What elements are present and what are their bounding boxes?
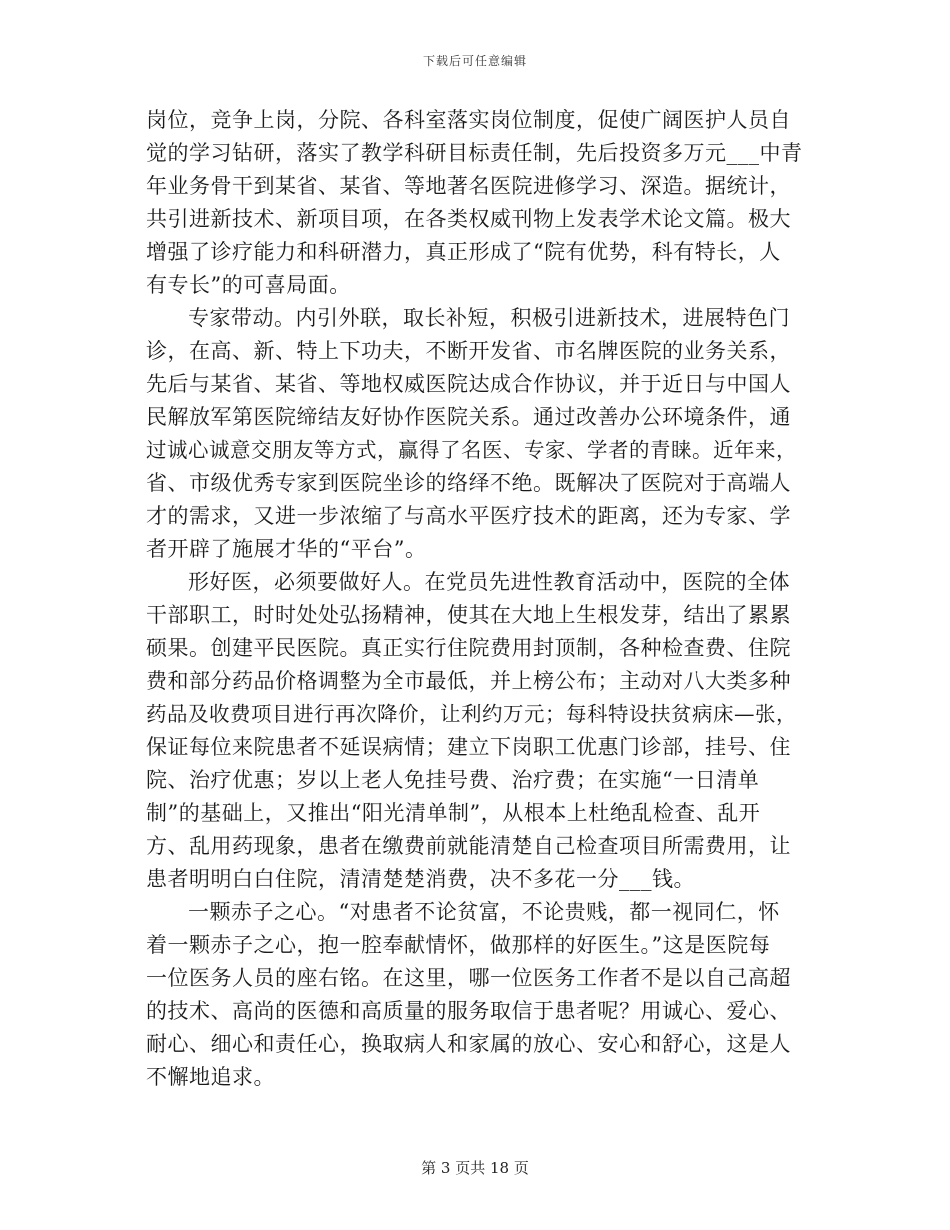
paragraph-first-line: 一颗赤子之心。“对患者不论贫富，不论贵贱，都一视同仁，怀: [188, 900, 780, 924]
text-line: 共引进新技术、新项目项，在各类权威刊物上发表学术论文篇。极大: [146, 207, 791, 231]
paragraph-first-line: 专家带动。内引外联，取长补短，积极引进新技术，进展特色门: [188, 306, 790, 330]
text-line: 不懈地追求。: [146, 1065, 275, 1089]
text-line: 民解放军第医院缔结友好协作医院关系。通过改善办公环境条件，通: [146, 405, 791, 429]
text-line: 院、治疗优惠；岁以上老人免挂号费、治疗费；在实施“一日清单: [146, 768, 760, 792]
text-line: 制”的基础上，又推出“阳光清单制”，从根本上杜绝乱检查、乱开: [146, 801, 761, 825]
paragraph-first-line: 形好医，必须要做好人。在党员先进性教育活动中，医院的全体: [188, 570, 790, 594]
text-line: 着一颗赤子之心，抱一腔奉献情怀，做那样的好医生。”这是医院每: [146, 933, 771, 957]
text-line: 患者明明白白住院，清清楚楚消费，决不多花一分___钱。: [146, 867, 695, 891]
text-line: 有专长”的可喜局面。: [146, 273, 351, 297]
text-line: 增强了诊疗能力和科研潜力，真正形成了“院有优势，科有特长，人: [146, 240, 781, 264]
text-line: 耐心、细心和责任心，换取病人和家属的放心、安心和舒心，这是人: [146, 1032, 791, 1056]
text-line: 年业务骨干到某省、某省、等地著名医院进修学习、深造。据统计，: [146, 174, 791, 198]
text-line: 硕果。创建平民医院。真正实行住院费用封顶制，各种检查费、住院: [146, 636, 791, 660]
text-line: 诊，在高、新、特上下功夫，不断开发省、市名牌医院的业务关系，: [146, 339, 791, 363]
text-line: 费和部分药品价格调整为全市最低，并上榜公布；主动对八大类多种: [146, 669, 791, 693]
text-line: 的技术、高尚的医德和高质量的服务取信于患者呢？用诚心、爱心、: [146, 999, 791, 1023]
text-line: 过诚心诚意交朋友等方式，赢得了名医、专家、学者的青睐。近年来，: [146, 438, 797, 462]
document-body: [146, 104, 806, 1094]
text-line: 保证每位来院患者不延误病情；建立下岗职工优惠门诊部，挂号、住: [146, 735, 791, 759]
text-line: 觉的学习钻研，落实了教学科研目标责任制，先后投资多万元___中青: [146, 141, 803, 165]
text-line: 者开辟了施展才华的“平台”。: [146, 537, 427, 561]
text-line: 方、乱用药现象，患者在缴费前就能清楚自己检查项目所需费用，让: [146, 834, 791, 858]
text-line: 一位医务人员的座右铭。在这里，哪一位医务工作者不是以自己高超: [146, 966, 791, 990]
text-line: 干部职工，时时处处弘扬精神，使其在大地上生根发芽，结出了累累: [146, 603, 791, 627]
text-line: 药品及收费项目进行再次降价，让利约万元；每科特设扶贫病床—张，: [146, 702, 797, 726]
page-header-note: 下载后可任意编辑: [422, 54, 527, 68]
text-line: 岗位，竞争上岗，分院、各科室落实岗位制度，促使广阔医护人员自: [146, 108, 791, 132]
text-line: 省、市级优秀专家到医院坐诊的络绎不绝。既解决了医院对于高端人: [146, 471, 791, 495]
page-number: 第 3 页共 18 页: [421, 1159, 529, 1177]
text-line: 才的需求，又进一步浓缩了与高水平医疗技术的距离，还为专家、学: [146, 504, 791, 528]
text-line: 先后与某省、某省、等地权威医院达成合作协议，并于近日与中国人: [146, 372, 791, 396]
